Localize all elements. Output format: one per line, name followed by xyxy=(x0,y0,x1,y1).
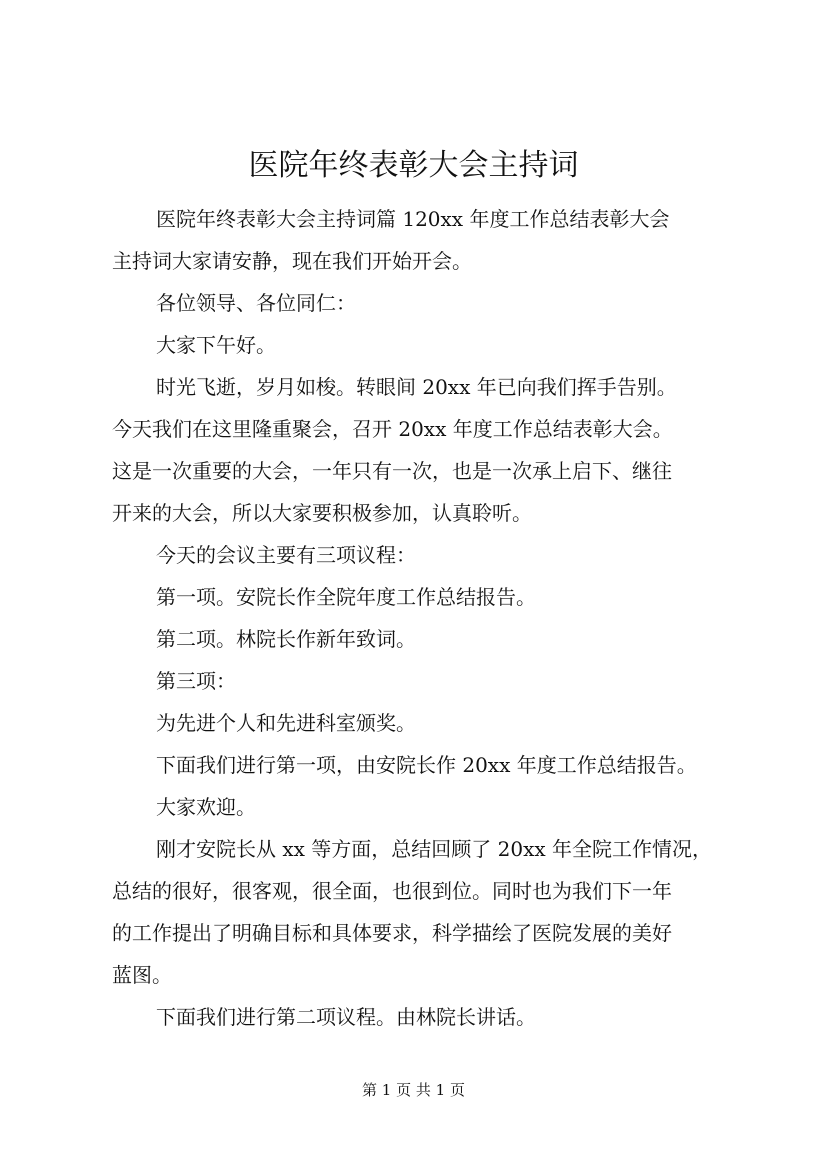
paragraph-line: 第二项。林院长作新年致词。 xyxy=(156,627,416,651)
body-paragraph xyxy=(112,534,732,576)
paragraph-line: 今天的会议主要有三项议程： xyxy=(156,543,416,567)
body-paragraph xyxy=(112,786,732,828)
paragraph-line: 大家欢迎。 xyxy=(156,795,256,819)
paragraph-line: 主持词大家请安静，现在我们开始开会。 xyxy=(112,249,472,273)
body-paragraph xyxy=(112,996,732,1038)
body-paragraph xyxy=(112,576,732,618)
paragraph-line: 各位领导、各位同仁： xyxy=(156,291,356,315)
paragraph-line: 第三项： xyxy=(156,669,236,693)
paragraph-line: 下面我们进行第二项议程。由林院长讲话。 xyxy=(156,1005,536,1029)
paragraph-line: 医院年终表彰大会主持词篇 120xx 年度工作总结表彰大会 xyxy=(156,207,670,231)
body-paragraph xyxy=(112,198,732,282)
body-paragraph xyxy=(112,366,732,534)
paragraph-line: 这是一次重要的大会，一年只有一次，也是一次承上启下、继往 xyxy=(112,459,672,483)
document-body xyxy=(112,198,732,1038)
paragraph-line: 今天我们在这里隆重聚会，召开 20xx 年度工作总结表彰大会。 xyxy=(112,417,673,441)
body-paragraph xyxy=(112,618,732,660)
body-paragraph xyxy=(112,744,732,786)
paragraph-line: 第一项。安院长作全院年度工作总结报告。 xyxy=(156,585,536,609)
body-paragraph xyxy=(112,282,732,324)
paragraph-line: 时光飞逝，岁月如梭。转眼间 20xx 年已向我们挥手告别。 xyxy=(156,375,677,399)
document-title: 医院年终表彰大会主持词 xyxy=(248,148,579,183)
paragraph-line: 总结的很好，很客观，很全面，也很到位。同时也为我们下一年 xyxy=(112,879,672,903)
paragraph-line: 刚才安院长从 xx 等方面，总结回顾了 20xx 年全院工作情况， xyxy=(156,837,712,861)
body-paragraph xyxy=(112,702,732,744)
paragraph-line: 的工作提出了明确目标和具体要求，科学描绘了医院发展的美好 xyxy=(112,921,672,945)
paragraph-line: 大家下午好。 xyxy=(156,333,276,357)
body-paragraph xyxy=(112,828,732,996)
paragraph-line: 蓝图。 xyxy=(112,963,172,987)
body-paragraph xyxy=(112,324,732,366)
page-footer: 第 1 页 共 1 页 xyxy=(362,1081,465,1099)
body-paragraph xyxy=(112,660,732,702)
paragraph-line: 下面我们进行第一项，由安院长作 20xx 年度工作总结报告。 xyxy=(156,753,697,777)
paragraph-line: 开来的大会，所以大家要积极参加，认真聆听。 xyxy=(112,501,532,525)
paragraph-line: 为先进个人和先进科室颁奖。 xyxy=(156,711,416,735)
